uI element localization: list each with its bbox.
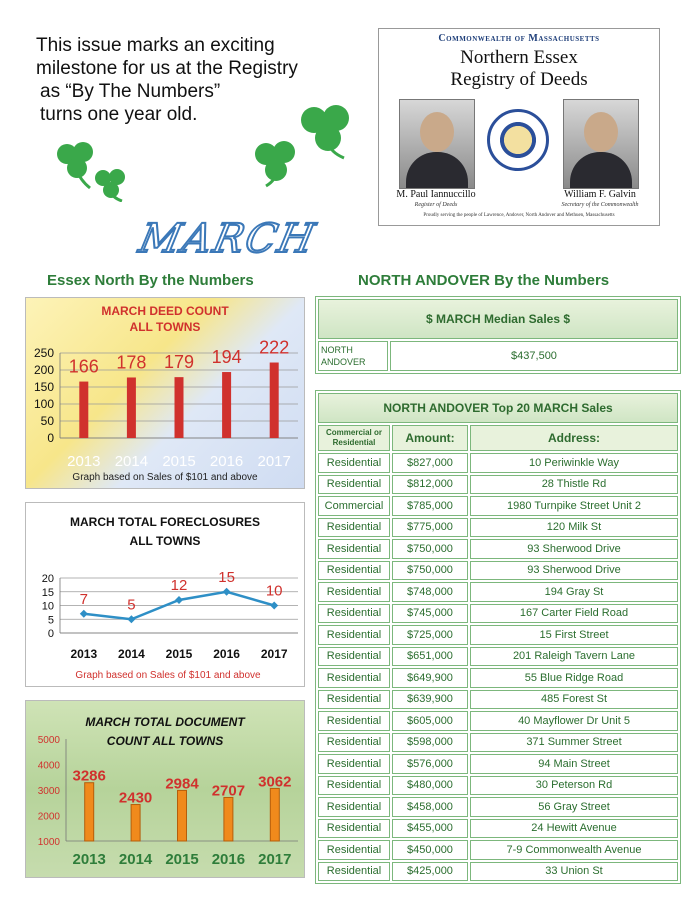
row-address: 15 First Street xyxy=(470,625,678,645)
row-address: 10 Periwinkle Way xyxy=(470,453,678,473)
table-row xyxy=(318,819,678,839)
row-type: Residential xyxy=(318,647,390,667)
chart-title-line: MARCH TOTAL DOCUMENT xyxy=(85,715,245,729)
row-amount: $450,000 xyxy=(392,840,468,860)
row-amount: $649,900 xyxy=(392,668,468,688)
row-address: 28 Thistle Rd xyxy=(470,475,678,495)
deed-count-svg xyxy=(26,298,304,488)
intro-line: This issue marks an exciting xyxy=(36,35,275,56)
table-row xyxy=(318,733,678,753)
data-label: 2707 xyxy=(211,782,246,800)
data-label: 166 xyxy=(68,356,99,377)
table-row xyxy=(318,582,678,602)
table-row xyxy=(318,475,678,495)
north-andover-heading: NORTH ANDOVER By the Numbers xyxy=(358,272,610,289)
x-tick-label: 2017 xyxy=(257,453,291,470)
col-address-header: Address: xyxy=(470,425,678,451)
x-tick-label: 2013 xyxy=(70,647,98,661)
bar xyxy=(85,783,94,841)
row-amount: $576,000 xyxy=(392,754,468,774)
chart-title-line: ALL TOWNS xyxy=(129,534,201,548)
median-town: NORTH ANDOVER xyxy=(318,341,388,371)
x-tick-label: 2013 xyxy=(67,453,101,470)
table-row xyxy=(318,453,678,473)
x-tick-label: 2014 xyxy=(118,647,145,661)
data-label: 178 xyxy=(116,352,147,373)
row-type: Residential xyxy=(318,862,390,882)
x-tick-label: 2016 xyxy=(211,851,246,868)
chart-note: Graph based on Sales of $101 and above xyxy=(75,670,261,681)
table-row xyxy=(318,754,678,774)
card-footer: Proudly serving the people of Lawrence, Andover, North Andover and Methuen, Massachusetts xyxy=(423,213,615,218)
row-address: 194 Gray St xyxy=(470,582,678,602)
row-address: 94 Main Street xyxy=(470,754,678,774)
data-label: 3062 xyxy=(258,773,292,791)
y-tick-label: 50 xyxy=(40,414,54,428)
intro-line: as “By The Numbers” xyxy=(40,81,221,102)
data-label: 194 xyxy=(211,347,242,368)
data-label: 15 xyxy=(218,568,235,586)
bar xyxy=(175,377,184,438)
data-label: 222 xyxy=(259,337,290,358)
table-row xyxy=(318,711,678,731)
row-type: Residential xyxy=(318,582,390,602)
x-tick-label: 2017 xyxy=(260,647,288,661)
table-row xyxy=(318,797,678,817)
x-tick-label: 2016 xyxy=(209,453,244,470)
row-address: 201 Raleigh Tavern Lane xyxy=(470,647,678,667)
registry-title-line: Registry of Deeds xyxy=(450,69,588,90)
row-type: Residential xyxy=(318,475,390,495)
median-sales-table xyxy=(315,296,681,374)
row-type: Residential xyxy=(318,453,390,473)
row-address: 33 Union St xyxy=(470,862,678,882)
data-label: 5 xyxy=(127,596,136,614)
row-type: Residential xyxy=(318,819,390,839)
row-address: 120 Milk St xyxy=(470,518,678,538)
register-title: Register of Deeds xyxy=(414,202,458,208)
top-sales-table xyxy=(315,390,681,884)
data-label: 7 xyxy=(79,590,88,608)
table-row xyxy=(318,518,678,538)
chart-title-line: COUNT ALL TOWNS xyxy=(106,734,224,748)
row-amount: $458,000 xyxy=(392,797,468,817)
top-sales-title: NORTH ANDOVER Top 20 MARCH Sales xyxy=(318,393,678,423)
data-point xyxy=(80,610,88,618)
table-row xyxy=(318,668,678,688)
table-row xyxy=(318,496,678,516)
row-amount: $785,000 xyxy=(392,496,468,516)
bar xyxy=(222,372,231,438)
y-tick-label: 200 xyxy=(33,363,54,377)
secretary-photo xyxy=(563,99,639,189)
row-type: Residential xyxy=(318,733,390,753)
x-tick-label: 2014 xyxy=(118,851,153,868)
row-type: Residential xyxy=(318,754,390,774)
row-amount: $725,000 xyxy=(392,625,468,645)
state-seal-icon xyxy=(487,109,549,171)
commonwealth-label: Commonwealth of Massachusetts xyxy=(438,33,600,44)
document-count-chart xyxy=(25,700,305,878)
y-tick-label: 15 xyxy=(41,586,54,599)
row-address: 93 Sherwood Drive xyxy=(470,539,678,559)
row-type: Residential xyxy=(318,840,390,860)
row-address: 24 Hewitt Avenue xyxy=(470,819,678,839)
x-tick-label: 2016 xyxy=(213,647,240,661)
row-amount: $425,000 xyxy=(392,862,468,882)
document-count-svg xyxy=(26,701,304,877)
x-tick-label: 2013 xyxy=(72,851,106,868)
row-type: Residential xyxy=(318,539,390,559)
row-address: 30 Peterson Rd xyxy=(470,776,678,796)
y-tick-label: 10 xyxy=(41,600,54,613)
row-address: 485 Forest St xyxy=(470,690,678,710)
bar xyxy=(131,805,140,841)
bar xyxy=(178,790,187,841)
median-value: $437,500 xyxy=(390,341,678,371)
row-type: Residential xyxy=(318,604,390,624)
table-row xyxy=(318,539,678,559)
col-type-header: Commercial or Residential xyxy=(318,425,390,451)
row-amount: $651,000 xyxy=(392,647,468,667)
chart-title-line: ALL TOWNS xyxy=(129,320,201,334)
bar xyxy=(270,788,279,841)
row-amount: $598,000 xyxy=(392,733,468,753)
row-address: 40 Mayflower Dr Unit 5 xyxy=(470,711,678,731)
data-label: 10 xyxy=(265,582,283,600)
x-tick-label: 2015 xyxy=(162,453,196,470)
table-row xyxy=(318,840,678,860)
shamrock-icon xyxy=(292,102,362,160)
y-tick-label: 100 xyxy=(33,397,54,411)
table-row xyxy=(318,561,678,581)
y-tick-label: 20 xyxy=(41,573,54,585)
row-type: Commercial xyxy=(318,496,390,516)
secretary-name: William F. Galvin xyxy=(564,189,636,200)
row-type: Residential xyxy=(318,776,390,796)
y-tick-label: 0 xyxy=(47,628,54,640)
table-row xyxy=(318,862,678,882)
chart-title-line: MARCH TOTAL FORECLOSURES xyxy=(69,515,261,529)
row-amount: $750,000 xyxy=(392,561,468,581)
row-type: Residential xyxy=(318,518,390,538)
bar xyxy=(127,377,136,438)
bar xyxy=(79,382,88,438)
bar xyxy=(270,363,279,438)
month-title: MARCH xyxy=(135,216,321,262)
data-label: 2430 xyxy=(118,789,153,807)
row-type: Residential xyxy=(318,561,390,581)
row-address: 93 Sherwood Drive xyxy=(470,561,678,581)
y-tick-label: 5 xyxy=(47,614,54,627)
y-tick-label: 3000 xyxy=(37,786,60,797)
chart-note: Graph based on Sales of $101 and above xyxy=(72,472,258,483)
y-tick-label: 150 xyxy=(33,380,54,394)
register-photo xyxy=(399,99,475,189)
table-row xyxy=(318,604,678,624)
row-amount: $605,000 xyxy=(392,711,468,731)
row-address: 167 Carter Field Road xyxy=(470,604,678,624)
y-tick-label: 0 xyxy=(47,431,54,445)
data-label: 179 xyxy=(163,352,195,373)
deed-count-chart xyxy=(25,297,305,489)
table-row xyxy=(318,690,678,710)
foreclosures-svg xyxy=(26,503,304,686)
table-row xyxy=(318,776,678,796)
registry-title-line: Northern Essex xyxy=(460,47,578,68)
shamrock-icon xyxy=(90,166,134,202)
y-tick-label: 1000 xyxy=(37,837,60,848)
x-tick-label: 2017 xyxy=(258,851,292,868)
row-amount: $455,000 xyxy=(392,819,468,839)
row-amount: $639,900 xyxy=(392,690,468,710)
row-amount: $750,000 xyxy=(392,539,468,559)
foreclosures-chart xyxy=(25,502,305,687)
data-point xyxy=(127,615,135,623)
data-label: 12 xyxy=(170,577,188,594)
row-amount: $775,000 xyxy=(392,518,468,538)
data-label: 3286 xyxy=(72,767,106,785)
row-type: Residential xyxy=(318,690,390,710)
x-tick-label: 2014 xyxy=(114,453,149,470)
x-tick-label: 2015 xyxy=(165,647,193,661)
chart-title-line: MARCH DEED COUNT xyxy=(101,304,229,318)
row-amount: $812,000 xyxy=(392,475,468,495)
data-point xyxy=(223,588,231,596)
row-amount: $748,000 xyxy=(392,582,468,602)
table-row xyxy=(318,647,678,667)
row-type: Residential xyxy=(318,797,390,817)
intro-line: turns one year old. xyxy=(40,104,198,125)
row-type: Residential xyxy=(318,625,390,645)
intro-line: milestone for us at the Registry xyxy=(36,58,298,79)
registry-title xyxy=(379,47,659,91)
data-point xyxy=(270,602,278,610)
row-amount: $745,000 xyxy=(392,604,468,624)
median-title: $ MARCH Median Sales $ xyxy=(318,299,678,339)
row-type: Residential xyxy=(318,668,390,688)
data-point xyxy=(175,596,183,604)
row-address: 55 Blue Ridge Road xyxy=(470,668,678,688)
x-tick-label: 2015 xyxy=(165,851,199,868)
registry-header-card xyxy=(378,28,660,226)
row-amount: $827,000 xyxy=(392,453,468,473)
row-address: 371 Summer Street xyxy=(470,733,678,753)
col-amount-header: Amount: xyxy=(392,425,468,451)
y-tick-label: 5000 xyxy=(37,735,60,746)
row-address: 7-9 Commonwealth Avenue xyxy=(470,840,678,860)
bar xyxy=(224,797,233,841)
register-name: M. Paul Iannuccillo xyxy=(396,189,476,200)
row-type: Residential xyxy=(318,711,390,731)
data-label: 2984 xyxy=(165,775,199,793)
row-address: 56 Gray Street xyxy=(470,797,678,817)
essex-north-heading: Essex North By the Numbers xyxy=(47,272,254,289)
row-amount: $480,000 xyxy=(392,776,468,796)
secretary-title: Secretary of the Commonwealth xyxy=(561,202,639,208)
y-tick-label: 250 xyxy=(33,346,54,360)
y-tick-label: 2000 xyxy=(37,811,60,823)
row-address: 1980 Turnpike Street Unit 2 xyxy=(470,496,678,516)
y-tick-label: 4000 xyxy=(37,760,60,772)
table-row xyxy=(318,625,678,645)
